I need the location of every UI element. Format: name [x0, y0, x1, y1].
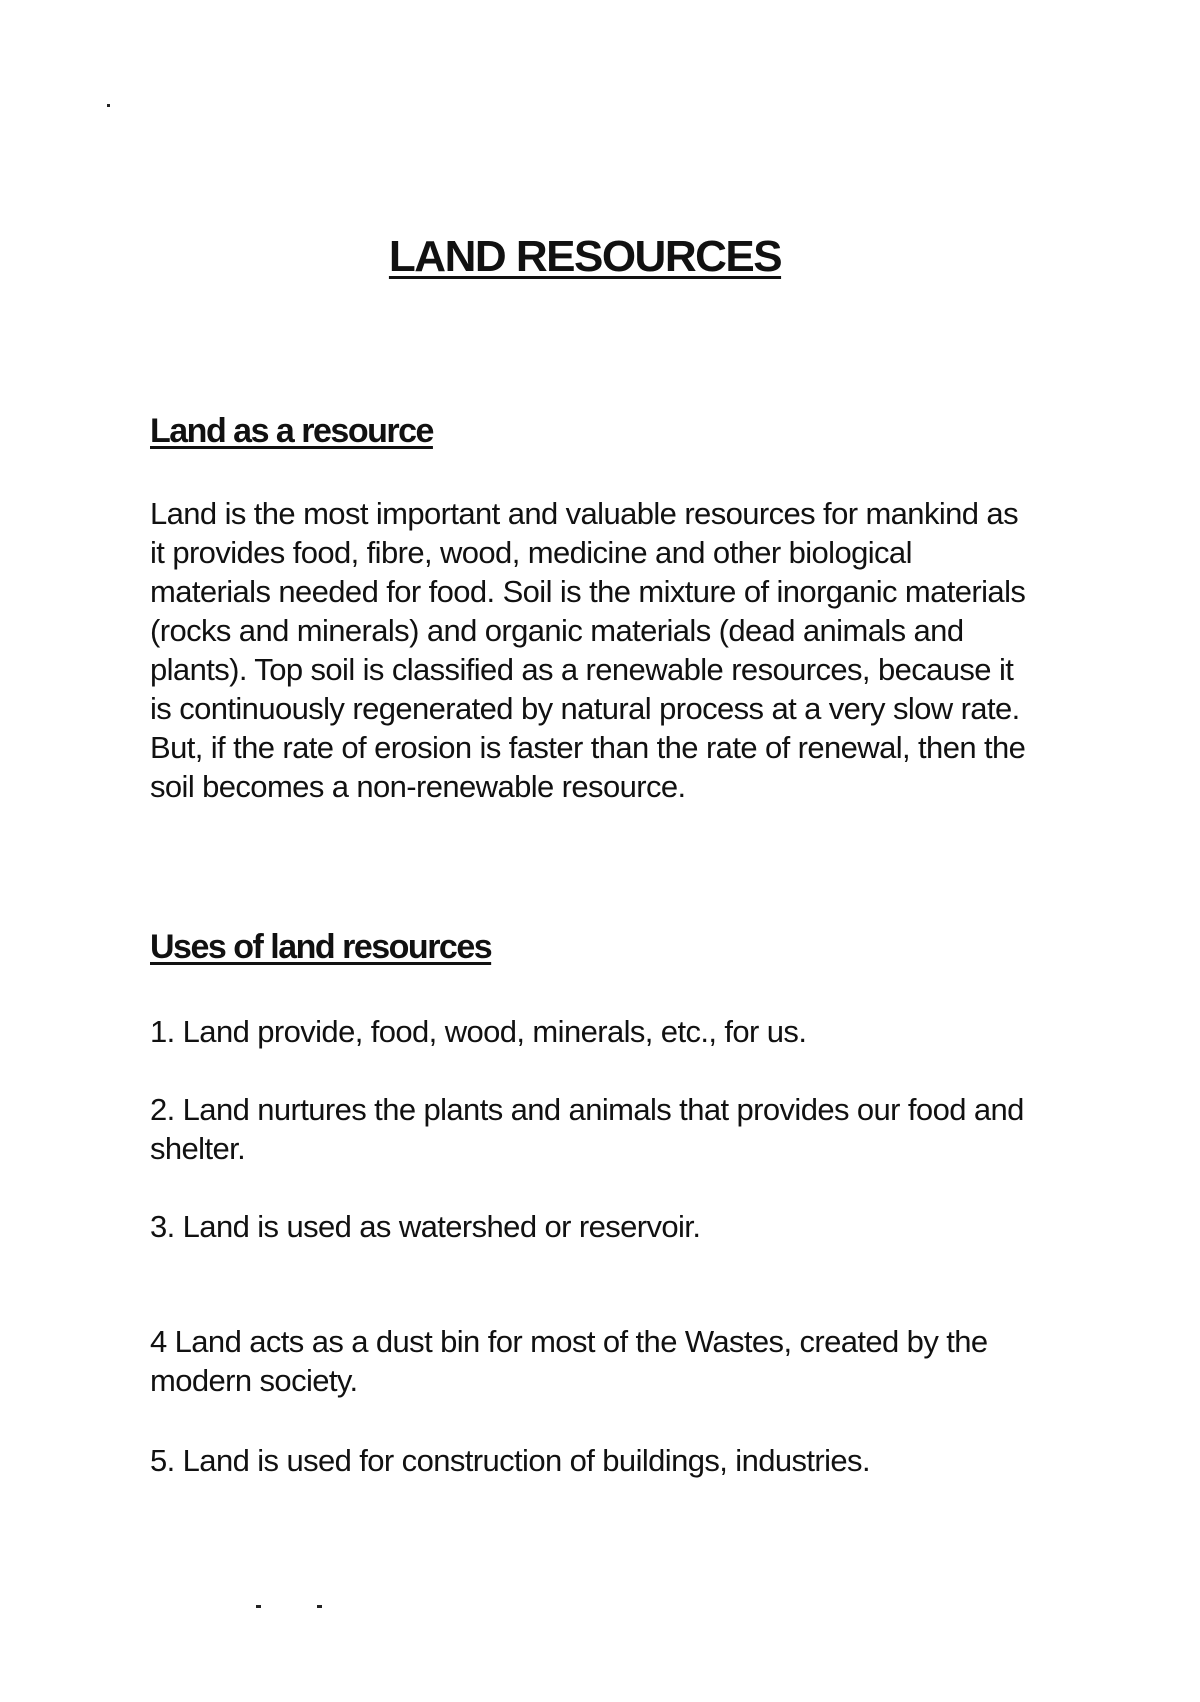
list-item: 1. Land provide, food, wood, minerals, etc., for us.: [150, 1014, 807, 1049]
section-heading-uses-of-land: Uses of land resources: [150, 928, 492, 966]
list-item: 5. Land is used for construction of buildings, industries.: [150, 1443, 870, 1478]
scan-speck: [317, 1605, 322, 1608]
list-item: 3. Land is used as watershed or reservoir.: [150, 1209, 701, 1244]
list-item: 2. Land nurtures the plants and animals that provides our food and shelter.: [150, 1092, 1024, 1166]
section-heading-land-as-resource: Land as a resource: [150, 412, 433, 450]
scan-speck: [256, 1605, 261, 1608]
section-paragraph-land-as-resource: Land is the most important and valuable resources for mankind as it provides food, fibre, wood, medicine and other biological materials needed for food. Soil is the mixture of inorganic materials (rocks and minerals) and organic materials (dead animals and plants). Top soil is classified as a renewable resources, because it is continuously regenerated by natural process at a very slow rate. But, if the rate of erosion is faster than the rate of renewal, then the soil becomes a non-renewable resource.: [150, 496, 1026, 804]
page-title: LAND RESOURCES: [388, 232, 782, 281]
list-item: 4 Land acts as a dust bin for most of the Wastes, created by the modern society.: [150, 1324, 988, 1398]
scan-speck: [107, 104, 110, 107]
